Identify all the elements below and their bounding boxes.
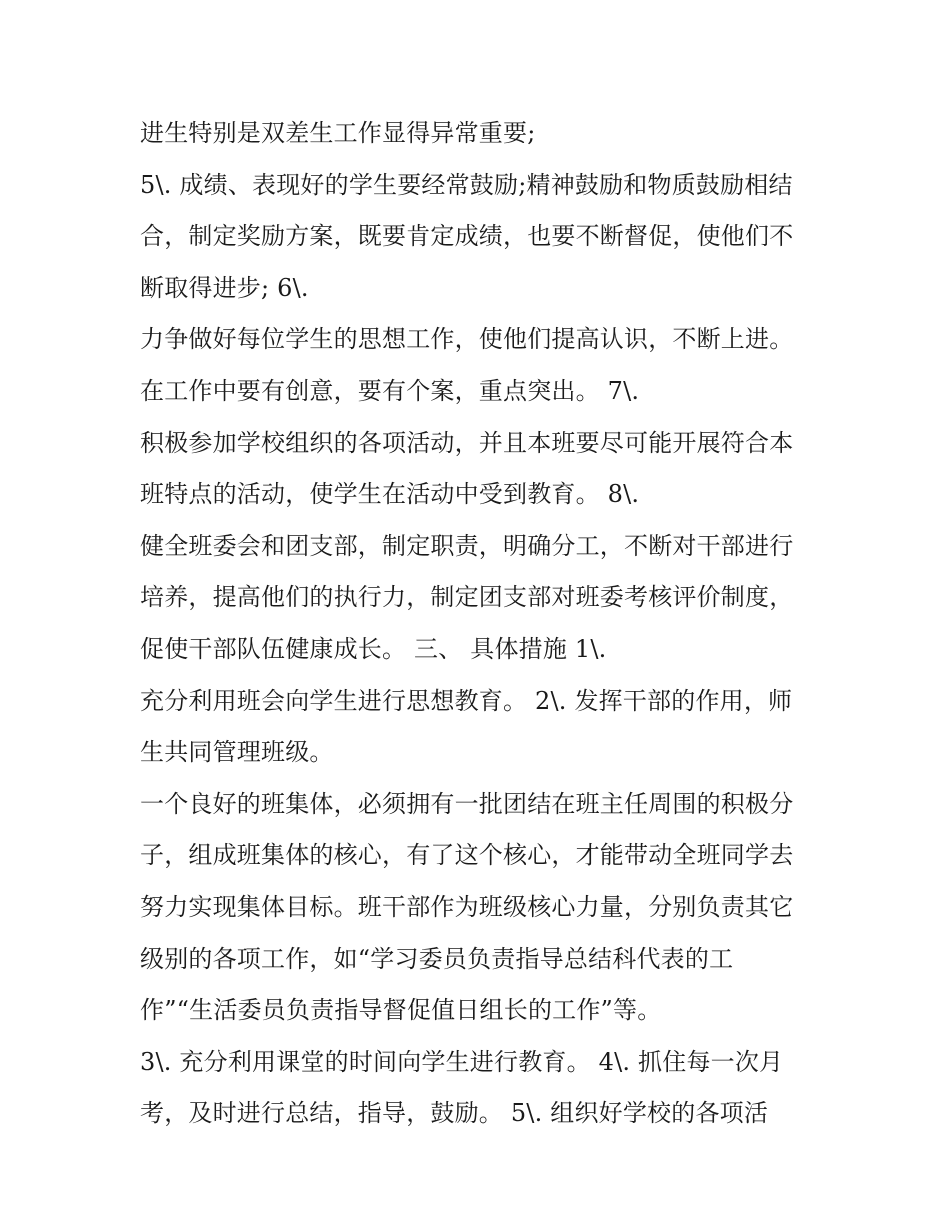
text-line: 进生特别是双差生工作显得异常重要; [140,119,536,147]
text-line: 断取得进步; 6\. [140,273,309,302]
text-line: 合，制定奖励方案，既要肯定成绩，也要不断督促，使他们不 [140,222,794,251]
text-line: 努力实现集体目标。班干部作为班级核心力量，分别负责其它 [140,892,794,921]
text-line: 作”“生活委员负责指导督促值日组长的工作”等。 [140,996,662,1025]
text-line: 培养，提高他们的执行力，制定团支部对班委考核评价制度， [140,583,794,612]
document-body [140,108,830,1140]
text-line: 健全班委会和团支部，制定职责，明确分工，不断对干部进行 [140,531,794,560]
text-line: 力争做好每位学生的思想工作，使他们提高认识，不断上进。 [140,325,794,354]
text-line: 一个良好的班集体，必须拥有一批团结在班主任周围的积极分 [140,789,794,818]
text-line: 考，及时进行总结，指导，鼓励。 5\. 组织好学校的各项活 [140,1099,769,1128]
text-line: 积极参加学校组织的各项活动，并且本班要尽可能开展符合本 [140,428,794,457]
text-line: 班特点的活动，使学生在活动中受到教育。 8\. [140,480,640,509]
text-line: 促使干部队伍健康成长。 三、 具体措施 1\. [140,634,607,663]
text-line: 3\. 充分利用课堂的时间向学生进行教育。 4\. 抓住每一次月 [140,1047,784,1076]
text-line: 级别的各项工作，如“学习委员负责指导总结科代表的工 [140,944,734,973]
text-line: 在工作中要有创意，要有个案，重点突出。 7\. [140,376,640,405]
text-line: 子，组成班集体的核心，有了这个核心，才能带动全班同学去 [140,841,794,870]
text-line: 充分利用班会向学生进行思想教育。 2\. 发挥干部的作用，师 [140,686,793,715]
text-line: 生共同管理班级。 [140,738,334,767]
text-line: 5\. 成绩、表现好的学生要经常鼓励;精神鼓励和物质鼓励相结 [140,170,793,199]
